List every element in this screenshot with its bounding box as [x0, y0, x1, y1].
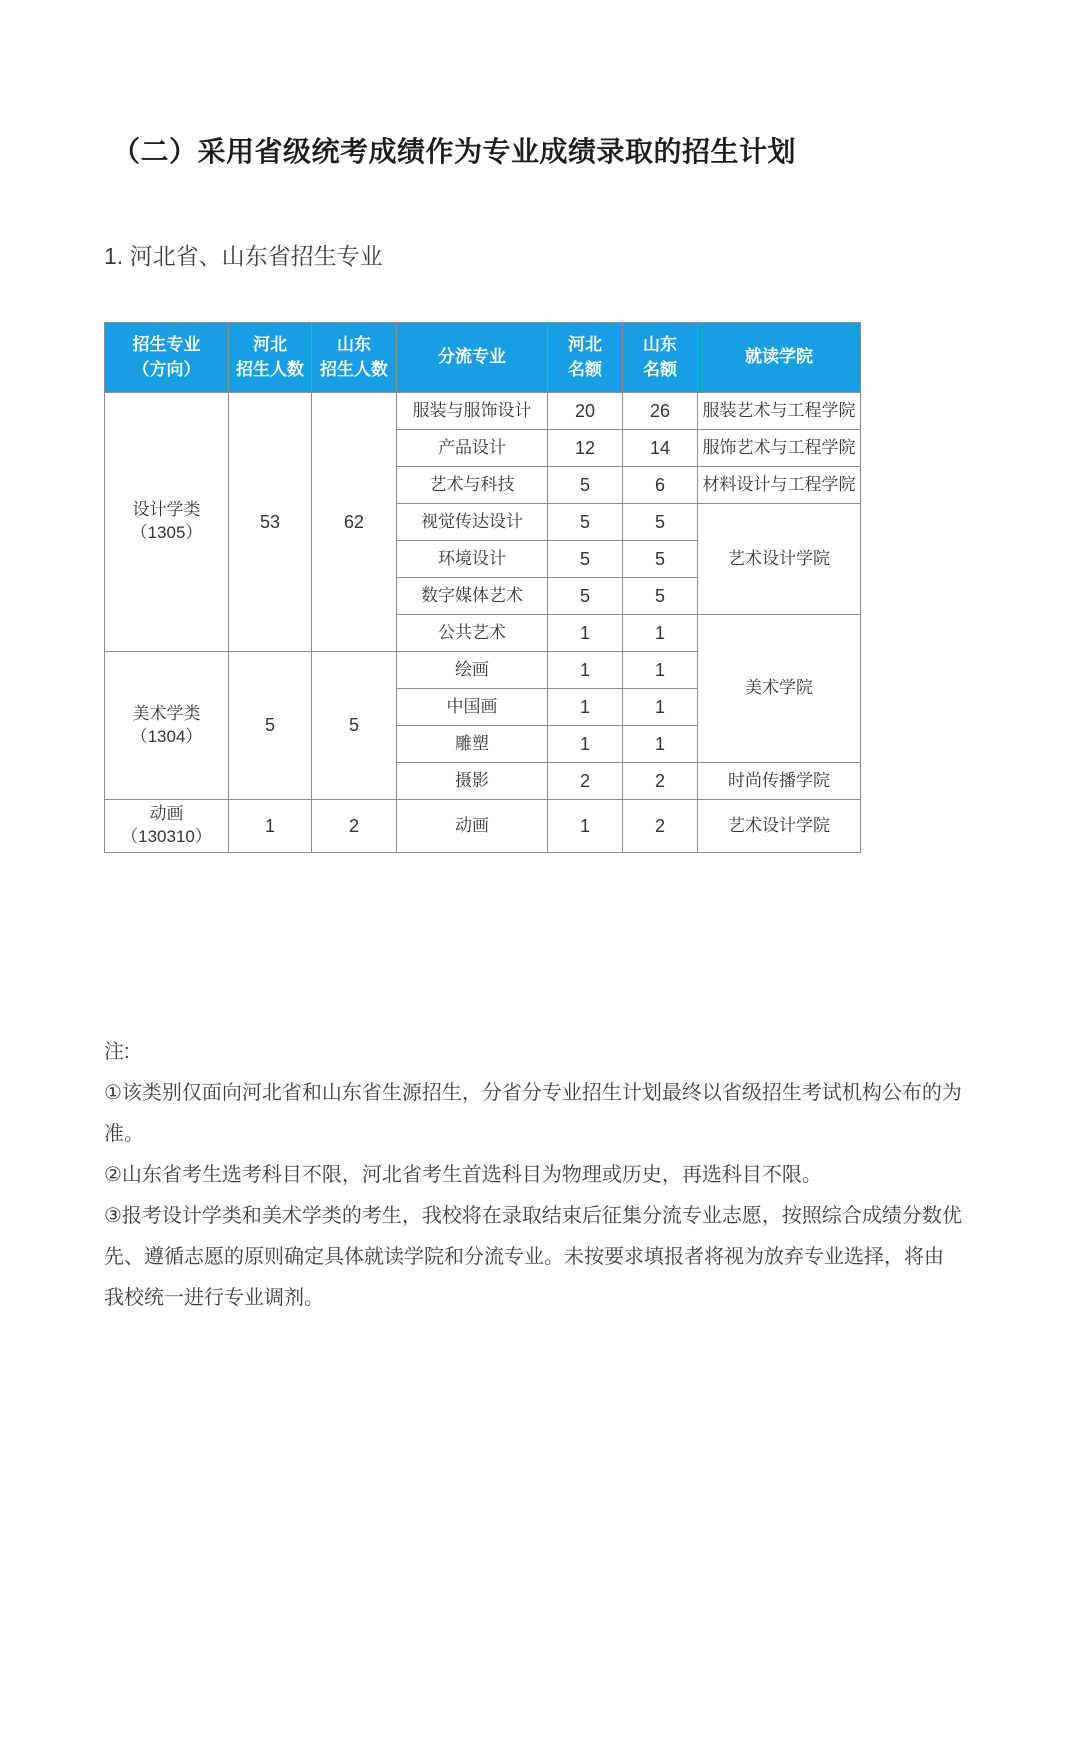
shandong-quota-cell: 14 — [623, 430, 698, 467]
hebei-quota-cell: 5 — [548, 467, 623, 504]
hebei-quota-cell: 1 — [548, 615, 623, 652]
sub-major-cell: 雕塑 — [397, 726, 548, 763]
table-header-row — [105, 323, 861, 393]
hebei-enrollment-cell: 5 — [229, 652, 312, 800]
shandong-quota-cell: 1 — [623, 726, 698, 763]
hebei-quota-cell: 1 — [548, 800, 623, 853]
college-cell: 艺术设计学院 — [698, 504, 861, 615]
sub-major-cell: 产品设计 — [397, 430, 548, 467]
shandong-quota-cell: 5 — [623, 504, 698, 541]
shandong-quota-cell: 1 — [623, 652, 698, 689]
table-row — [105, 800, 861, 853]
admission-table-container — [104, 322, 861, 853]
hebei-quota-cell: 5 — [548, 578, 623, 615]
shandong-quota-cell: 1 — [623, 689, 698, 726]
shandong-quota-cell: 5 — [623, 578, 698, 615]
header-shandong-quota: 山东 名额 — [623, 323, 698, 393]
college-cell: 服饰艺术与工程学院 — [698, 430, 861, 467]
table-row — [105, 393, 861, 430]
sub-major-cell: 绘画 — [397, 652, 548, 689]
hebei-quota-cell: 5 — [548, 541, 623, 578]
hebei-quota-cell: 1 — [548, 652, 623, 689]
sub-major-cell: 视觉传达设计 — [397, 504, 548, 541]
sub-major-cell: 公共艺术 — [397, 615, 548, 652]
shandong-enrollment-cell: 5 — [312, 652, 397, 800]
major-cell: 动画 （130310） — [105, 800, 229, 853]
shandong-enrollment-cell: 62 — [312, 393, 397, 652]
shandong-quota-cell: 2 — [623, 763, 698, 800]
major-cell: 美术学类 （1304） — [105, 652, 229, 800]
hebei-quota-cell: 12 — [548, 430, 623, 467]
shandong-quota-cell: 26 — [623, 393, 698, 430]
major-cell: 设计学类 （1305） — [105, 393, 229, 652]
section-heading: （二）采用省级统考成绩作为专业成绩录取的招生计划 — [112, 136, 797, 167]
header-shandong-enrollment: 山东 招生人数 — [312, 323, 397, 393]
hebei-enrollment-cell: 53 — [229, 393, 312, 652]
sub-major-cell: 环境设计 — [397, 541, 548, 578]
table-header — [105, 323, 861, 393]
shandong-quota-cell: 1 — [623, 615, 698, 652]
college-cell: 时尚传播学院 — [698, 763, 861, 800]
hebei-quota-cell: 5 — [548, 504, 623, 541]
college-cell: 美术学院 — [698, 615, 861, 763]
hebei-quota-cell: 1 — [548, 726, 623, 763]
college-cell: 材料设计与工程学院 — [698, 467, 861, 504]
sub-major-cell: 数字媒体艺术 — [397, 578, 548, 615]
header-hebei-quota: 河北 名额 — [548, 323, 623, 393]
shandong-quota-cell: 5 — [623, 541, 698, 578]
shandong-enrollment-cell: 2 — [312, 800, 397, 853]
header-major: 招生专业 （方向） — [105, 323, 229, 393]
sub-major-cell: 动画 — [397, 800, 548, 853]
hebei-enrollment-cell: 1 — [229, 800, 312, 853]
subsection-heading: 1. 河北省、山东省招生专业 — [104, 243, 383, 269]
hebei-quota-cell: 2 — [548, 763, 623, 800]
header-hebei-enrollment: 河北 招生人数 — [229, 323, 312, 393]
college-cell: 艺术设计学院 — [698, 800, 861, 853]
hebei-quota-cell: 1 — [548, 689, 623, 726]
sub-major-cell: 中国画 — [397, 689, 548, 726]
college-cell: 服装艺术与工程学院 — [698, 393, 861, 430]
table-body — [105, 393, 861, 853]
header-sub-major: 分流专业 — [397, 323, 548, 393]
note-item: ③报考设计学类和美术学类的考生，我校将在录取结束后征集分流专业志愿，按照综合成绩分数优先、遵循志愿的原则确定具体就读学院和分流专业。未按要求填报者将视为放弃专业选择，将由我校统一进行专业调剂。 — [104, 1205, 962, 1309]
shandong-quota-cell: 6 — [623, 467, 698, 504]
sub-major-cell: 服装与服饰设计 — [397, 393, 548, 430]
sub-major-cell: 摄影 — [397, 763, 548, 800]
hebei-quota-cell: 20 — [548, 393, 623, 430]
shandong-quota-cell: 2 — [623, 800, 698, 853]
note-item: ①该类别仅面向河北省和山东省生源招生，分省分专业招生计划最终以省级招生考试机构公布的为准。 — [104, 1082, 962, 1145]
sub-major-cell: 艺术与科技 — [397, 467, 548, 504]
notes-label: 注: — [104, 1041, 130, 1063]
notes-section — [104, 1032, 962, 1319]
header-college: 就读学院 — [698, 323, 861, 393]
note-item: ②山东省考生选考科目不限，河北省考生首选科目为物理或历史，再选科目不限。 — [104, 1164, 822, 1186]
admission-plan-table — [104, 322, 861, 853]
